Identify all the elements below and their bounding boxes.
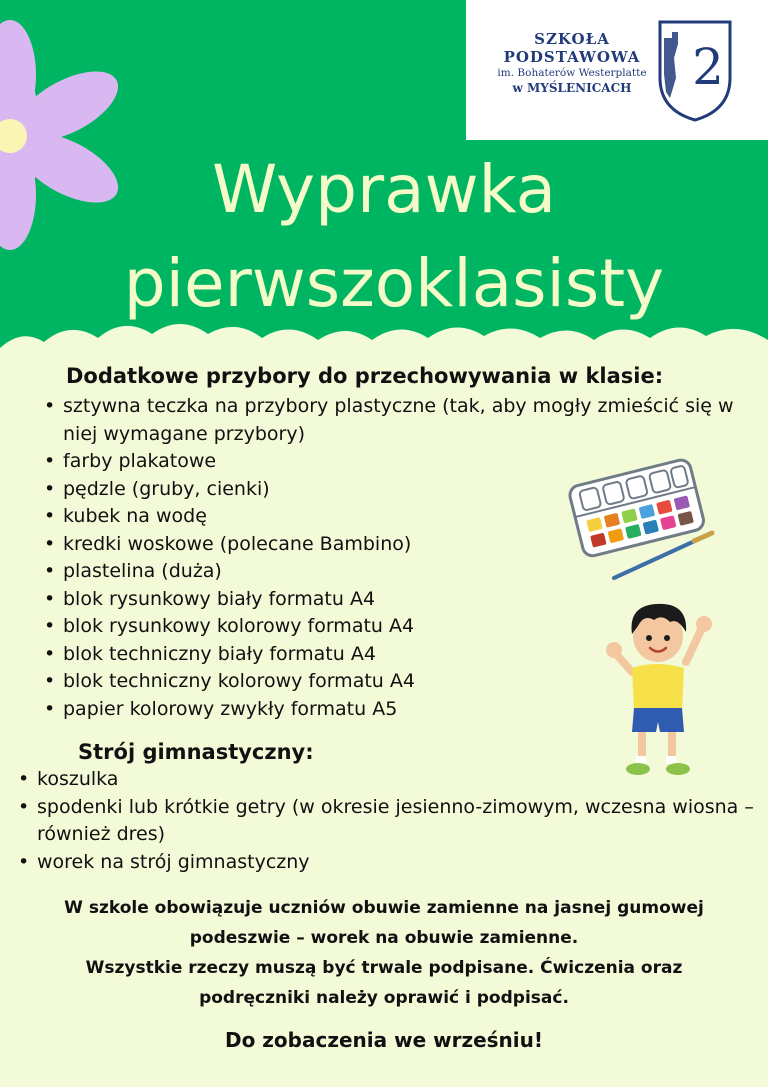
- school-name: [492, 30, 652, 96]
- school-logo: [466, 0, 768, 140]
- logo-line-szkola: SZKOŁA: [534, 30, 610, 48]
- list-item: • kubek na wodę: [44, 503, 760, 531]
- list-item: • plastelina (duża): [44, 558, 760, 586]
- list-item: • papier kolorowy zwykły formatu A5: [44, 696, 760, 724]
- list-item: • blok techniczny biały formatu A4: [44, 641, 760, 669]
- list-item: • farby plakatowe: [44, 448, 760, 476]
- gym-clothes-list: [18, 766, 762, 876]
- gym-clothes-heading: Strój gimnastyczny:: [78, 740, 314, 764]
- notice-line-1: W szkole obowiązuje uczniów obuwie zamienne na jasnej gumowej: [64, 898, 704, 918]
- list-item: • sztywna teczka na przybory plastyczne (tak, aby mogły zmieścić się w niej wymagane przybory): [44, 393, 760, 448]
- farewell-text: Do zobaczenia we wrześniu!: [224, 1028, 544, 1052]
- logo-line-town: w MYŚLENICACH: [512, 81, 632, 95]
- notice-line-4: podręczniki należy oprawić i podpisać.: [199, 988, 569, 1008]
- title-line-2: pierwszoklasisty: [123, 245, 665, 322]
- list-item: • spodenki lub krótkie getry (w okresie jesienno-zimowym, wczesna wiosna – również dres): [18, 794, 762, 849]
- list-item: • koszulka: [18, 766, 762, 794]
- logo-line-podstawowa: PODSTAWOWA: [503, 48, 641, 66]
- notice-text: [20, 893, 748, 1013]
- title-line-1: Wyprawka: [211, 151, 557, 228]
- notice-line-3: Wszystkie rzeczy muszą być trwale podpisane. Ćwiczenia oraz: [85, 958, 683, 978]
- notice-line-2: podeszwie – worek na obuwie zamienne.: [189, 928, 579, 948]
- list-item: • blok rysunkowy kolorowy formatu A4: [44, 613, 760, 641]
- school-shield-icon: [654, 18, 736, 122]
- list-item: • kredki woskowe (polecane Bambino): [44, 531, 760, 559]
- paint-palette-icon: [566, 450, 716, 585]
- logo-line-patron: im. Bohaterów Westerplatte: [497, 67, 647, 79]
- boy-illustration-icon: [598, 592, 716, 782]
- list-item: • worek na strój gimnastyczny: [18, 849, 762, 877]
- list-item: • blok rysunkowy biały formatu A4: [44, 586, 760, 614]
- list-item: • blok techniczny kolorowy formatu A4: [44, 668, 760, 696]
- list-item: • pędzle (gruby, cienki): [44, 476, 760, 504]
- extra-supplies-heading: Dodatkowe przybory do przechowywania w klasie:: [66, 364, 664, 388]
- logo-number: 2: [692, 38, 724, 96]
